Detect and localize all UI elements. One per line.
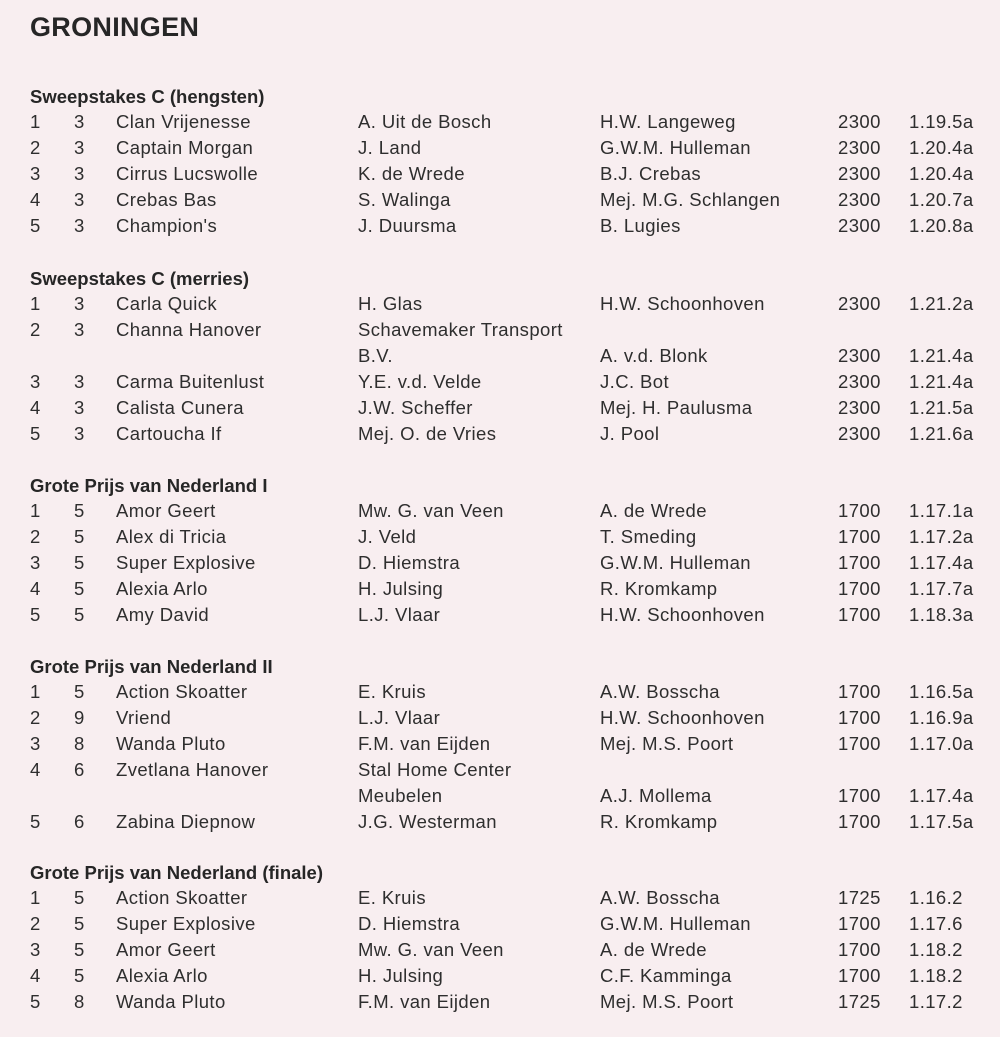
position: 5	[30, 810, 41, 832]
horse-name: Amor Geert	[116, 500, 216, 521]
driver: H.W. Schoonhoven	[600, 293, 765, 314]
time: 1.21.4a	[909, 370, 974, 392]
driver: A.W. Bosscha	[600, 887, 720, 908]
horse-name: Champion's	[116, 214, 218, 236]
result-row	[0, 809, 1000, 835]
result-row	[0, 213, 1000, 239]
driver: Mej. M.S. Poort	[600, 990, 734, 1012]
time: 1.17.6	[909, 912, 963, 934]
position: 3	[30, 732, 41, 754]
position: 3	[30, 551, 41, 573]
position: 1	[30, 887, 41, 908]
distance: 1725	[838, 887, 881, 908]
time: 1.20.4a	[909, 136, 974, 158]
result-row	[0, 963, 1000, 989]
age: 5	[74, 525, 85, 547]
position: 5	[30, 990, 41, 1012]
owner: K. de Wrede	[358, 162, 465, 184]
owner: L.J. Vlaar	[358, 706, 441, 728]
owner: F.M. van Eijden	[358, 990, 491, 1012]
horse-name: Calista Cunera	[116, 396, 244, 418]
owner: J.W. Scheffer	[358, 396, 473, 418]
time: 1.21.2a	[909, 293, 974, 314]
distance: 1700	[838, 706, 881, 728]
result-row	[0, 421, 1000, 447]
horse-name: Cartoucha If	[116, 422, 222, 444]
owner: A. Uit de Bosch	[358, 111, 492, 132]
owner: E. Kruis	[358, 681, 426, 702]
distance: 1700	[838, 551, 881, 573]
owner: J. Duursma	[358, 214, 457, 236]
driver: G.W.M. Hulleman	[600, 136, 751, 158]
position: 2	[30, 525, 41, 547]
time: 1.17.1a	[909, 500, 974, 521]
horse-name: Super Explosive	[116, 912, 256, 934]
driver: T. Smeding	[600, 525, 697, 547]
distance: 1700	[838, 603, 881, 625]
position: 4	[30, 188, 41, 210]
owner: L.J. Vlaar	[358, 603, 441, 625]
time: 1.18.3a	[909, 603, 974, 625]
time: 1.21.4a	[909, 344, 974, 366]
owner-continued: B.V.	[358, 344, 393, 366]
result-row	[0, 679, 1000, 705]
distance: 2300	[838, 396, 881, 418]
horse-name: Action Skoatter	[116, 887, 248, 908]
distance: 2300	[838, 370, 881, 392]
horse-name: Captain Morgan	[116, 136, 254, 158]
driver: G.W.M. Hulleman	[600, 551, 751, 573]
position: 4	[30, 758, 41, 780]
horse-name: Vriend	[116, 706, 172, 728]
driver: A. de Wrede	[600, 500, 707, 521]
result-row	[0, 395, 1000, 421]
position: 5	[30, 422, 41, 444]
time: 1.16.5a	[909, 681, 974, 702]
owner: S. Walinga	[358, 188, 451, 210]
horse-name: Carla Quick	[116, 293, 218, 314]
horse-name: Amy David	[116, 603, 210, 625]
position: 4	[30, 964, 41, 986]
age: 3	[74, 162, 85, 184]
horse-name: Action Skoatter	[116, 681, 248, 702]
age: 3	[74, 136, 85, 158]
age: 3	[74, 318, 85, 340]
owner: J.G. Westerman	[358, 810, 497, 832]
time: 1.20.4a	[909, 162, 974, 184]
horse-name: Zabina Diepnow	[116, 810, 256, 832]
distance: 2300	[838, 111, 881, 132]
driver: H.W. Schoonhoven	[600, 603, 765, 625]
age: 3	[74, 188, 85, 210]
result-row	[0, 731, 1000, 757]
owner: Mw. G. van Veen	[358, 500, 504, 521]
time: 1.17.5a	[909, 810, 974, 832]
horse-name: Clan Vrijenesse	[116, 111, 251, 132]
time: 1.18.2	[909, 938, 963, 960]
age: 8	[74, 990, 85, 1012]
age: 5	[74, 681, 85, 702]
result-row	[0, 937, 1000, 963]
driver: H.W. Schoonhoven	[600, 706, 765, 728]
time: 1.16.2	[909, 887, 963, 908]
race-title: Grote Prijs van Nederland II	[30, 656, 273, 677]
result-row	[0, 757, 1000, 783]
driver: G.W.M. Hulleman	[600, 912, 751, 934]
position: 3	[30, 162, 41, 184]
time: 1.19.5a	[909, 111, 974, 132]
driver: R. Kromkamp	[600, 577, 718, 599]
age: 3	[74, 111, 85, 132]
age: 3	[74, 293, 85, 314]
time: 1.17.2	[909, 990, 963, 1012]
driver: A.W. Bosscha	[600, 681, 720, 702]
owner: J. Veld	[358, 525, 417, 547]
owner: H. Glas	[358, 293, 423, 314]
driver: B. Lugies	[600, 214, 681, 236]
result-row	[0, 911, 1000, 937]
result-row	[0, 498, 1000, 524]
distance: 1700	[838, 938, 881, 960]
time: 1.17.4a	[909, 551, 974, 573]
owner: H. Julsing	[358, 577, 444, 599]
age: 6	[74, 758, 85, 780]
driver: J.C. Bot	[600, 370, 669, 392]
horse-name: Crebas Bas	[116, 188, 217, 210]
result-row	[0, 602, 1000, 628]
result-row	[0, 705, 1000, 731]
race-title: Sweepstakes C (merries)	[30, 268, 250, 289]
driver: Mej. M.G. Schlangen	[600, 188, 781, 210]
driver: A.J. Mollema	[600, 784, 712, 806]
result-row	[0, 187, 1000, 213]
owner-continued: Meubelen	[358, 784, 443, 806]
result-row	[0, 576, 1000, 602]
distance: 1700	[838, 500, 881, 521]
distance: 1700	[838, 732, 881, 754]
distance: 2300	[838, 293, 881, 314]
age: 3	[74, 370, 85, 392]
time: 1.20.8a	[909, 214, 974, 236]
position: 5	[30, 214, 41, 236]
horse-name: Alex di Tricia	[116, 525, 227, 547]
distance: 1700	[838, 681, 881, 702]
age: 5	[74, 912, 85, 934]
page-title: GRONINGEN	[30, 12, 200, 42]
position: 1	[30, 293, 41, 314]
owner: Mw. G. van Veen	[358, 938, 504, 960]
result-row	[0, 550, 1000, 576]
age: 9	[74, 706, 85, 728]
driver: A. v.d. Blonk	[600, 344, 708, 366]
age: 5	[74, 551, 85, 573]
distance: 2300	[838, 344, 881, 366]
horse-name: Cirrus Lucswolle	[116, 162, 259, 184]
result-row	[0, 135, 1000, 161]
time: 1.20.7a	[909, 188, 974, 210]
time: 1.17.2a	[909, 525, 974, 547]
result-row	[0, 885, 1000, 911]
age: 5	[74, 964, 85, 986]
owner: D. Hiemstra	[358, 551, 461, 573]
age: 5	[74, 577, 85, 599]
distance: 1700	[838, 912, 881, 934]
age: 5	[74, 887, 85, 908]
result-row-continuation	[0, 783, 1000, 809]
age: 3	[74, 214, 85, 236]
position: 1	[30, 681, 41, 702]
distance: 1700	[838, 810, 881, 832]
driver: R. Kromkamp	[600, 810, 718, 832]
position: 4	[30, 396, 41, 418]
position: 2	[30, 912, 41, 934]
position: 2	[30, 706, 41, 728]
driver: A. de Wrede	[600, 938, 707, 960]
result-row	[0, 989, 1000, 1015]
distance: 2300	[838, 162, 881, 184]
owner: Schavemaker Transport	[358, 318, 563, 340]
position: 4	[30, 577, 41, 599]
horse-name: Wanda Pluto	[116, 990, 226, 1012]
owner: J. Land	[358, 136, 422, 158]
result-row	[0, 524, 1000, 550]
horse-name: Carma Buitenlust	[116, 370, 265, 392]
horse-name: Amor Geert	[116, 938, 216, 960]
position: 2	[30, 136, 41, 158]
time: 1.17.4a	[909, 784, 974, 806]
driver: C.F. Kamminga	[600, 964, 732, 986]
horse-name: Alexia Arlo	[116, 577, 208, 599]
time: 1.21.5a	[909, 396, 974, 418]
distance: 1700	[838, 577, 881, 599]
horse-name: Wanda Pluto	[116, 732, 226, 754]
age: 8	[74, 732, 85, 754]
age: 5	[74, 500, 85, 521]
distance: 1700	[838, 525, 881, 547]
owner: D. Hiemstra	[358, 912, 461, 934]
position: 1	[30, 500, 41, 521]
position: 3	[30, 938, 41, 960]
age: 5	[74, 938, 85, 960]
position: 1	[30, 111, 41, 132]
horse-name: Super Explosive	[116, 551, 256, 573]
owner: Y.E. v.d. Velde	[358, 370, 482, 392]
result-row	[0, 161, 1000, 187]
distance: 1725	[838, 990, 881, 1012]
race-title: Grote Prijs van Nederland (finale)	[30, 862, 323, 883]
driver: Mej. H. Paulusma	[600, 396, 753, 418]
position: 5	[30, 603, 41, 625]
distance: 2300	[838, 136, 881, 158]
horse-name: Zvetlana Hanover	[116, 758, 269, 780]
horse-name: Alexia Arlo	[116, 964, 208, 986]
distance: 1700	[838, 964, 881, 986]
position: 2	[30, 318, 41, 340]
age: 3	[74, 396, 85, 418]
horse-name: Channa Hanover	[116, 318, 262, 340]
time: 1.18.2	[909, 964, 963, 986]
owner: F.M. van Eijden	[358, 732, 491, 754]
driver: Mej. M.S. Poort	[600, 732, 734, 754]
distance: 2300	[838, 214, 881, 236]
result-row	[0, 291, 1000, 317]
age: 5	[74, 603, 85, 625]
distance: 1700	[838, 784, 881, 806]
result-row	[0, 109, 1000, 135]
position: 3	[30, 370, 41, 392]
result-row	[0, 369, 1000, 395]
race-title: Grote Prijs van Nederland I	[30, 475, 268, 496]
owner: E. Kruis	[358, 887, 426, 908]
result-row	[0, 317, 1000, 343]
owner: Stal Home Center	[358, 758, 512, 780]
time: 1.21.6a	[909, 422, 974, 444]
race-title: Sweepstakes C (hengsten)	[30, 86, 265, 107]
distance: 2300	[838, 422, 881, 444]
age: 3	[74, 422, 85, 444]
time: 1.17.0a	[909, 732, 974, 754]
owner: Mej. O. de Vries	[358, 422, 497, 444]
owner: H. Julsing	[358, 964, 444, 986]
driver: H.W. Langeweg	[600, 111, 736, 132]
driver: B.J. Crebas	[600, 162, 702, 184]
age: 6	[74, 810, 85, 832]
time: 1.16.9a	[909, 706, 974, 728]
result-row-continuation	[0, 343, 1000, 369]
time: 1.17.7a	[909, 577, 974, 599]
driver: J. Pool	[600, 422, 660, 444]
distance: 2300	[838, 188, 881, 210]
